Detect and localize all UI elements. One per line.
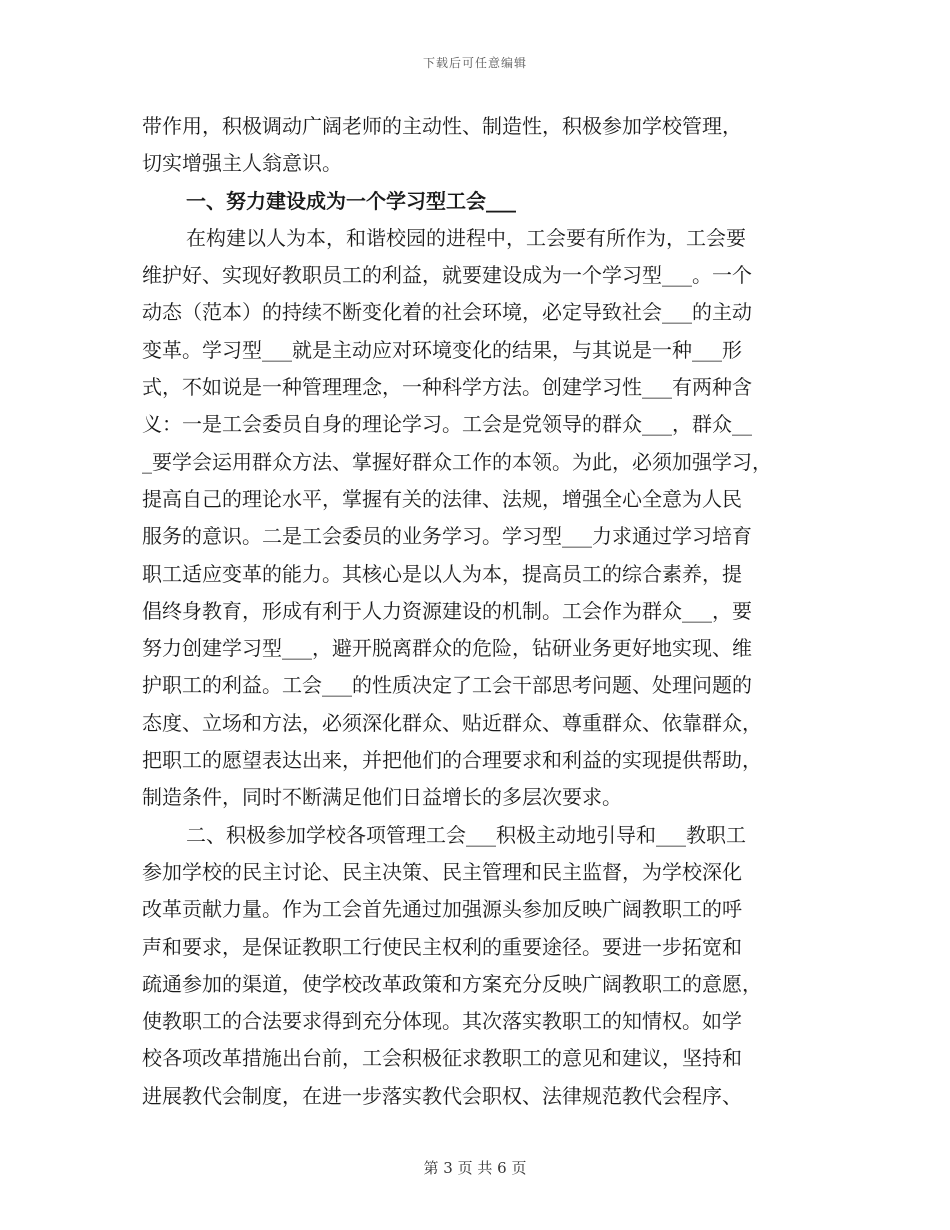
text-line: 变革。学习型___就是主动应对环境变化的结果，与其说是一种___形	[142, 337, 742, 362]
text-line: 倡终身教育，形成有利于人力资源建设的机制。工会作为群众___，要	[142, 598, 752, 623]
text-line: 参加学校的民主讨论、民主决策、民主管理和民主监督，为学校深化	[142, 859, 742, 884]
text-line: 职工适应变革的能力。其核心是以人为本，提高员工的综合素养，提	[142, 561, 742, 586]
text-line: 进展教代会制度，在进一步落实教代会职权、法律规范教代会程序、	[142, 1083, 742, 1108]
paragraph-first-line: 在构建以人为本，和谐校园的进程中，工会要有所作为，工会要	[186, 225, 746, 250]
text-line: 提高自己的理论水平，掌握有关的法律、法规，增强全心全意为人民	[142, 486, 742, 511]
text-line: 态度、立场和方法，必须深化群众、贴近群众、尊重群众、依靠群众，	[142, 710, 762, 735]
text-line: 带作用，积极调动广阔老师的主动性、制造性，积极参加学校管理，	[142, 114, 742, 138]
text-line: 把职工的愿望表达出来，并把他们的合理要求和利益的实现提供帮助，	[142, 748, 762, 773]
text-line: 校各项改革措施出台前，工会积极征求教职工的意见和建议，坚持和	[142, 1046, 742, 1071]
text-line: 维护好、实现好教职员工的利益，就要建设成为一个学习型___。一个	[142, 263, 752, 288]
text-line: 切实增强主人翁意识。	[142, 151, 342, 176]
text-line: _要学会运用群众方法、掌握好群众工作的本领。为此，必须加强学习，	[142, 449, 772, 474]
text-line: 义：一是工会委员自身的理论学习。工会是党领导的群众___，群众__	[142, 412, 752, 437]
text-line: 努力创建学习型___，避开脱离群众的危险，钻研业务更好地实现、维	[142, 636, 752, 661]
text-line: 服务的意识。二是工会委员的业务学习。学习型___力求通过学习培育	[142, 524, 752, 549]
text-line: 制造条件，同时不断满足他们日益增长的多层次要求。	[142, 785, 622, 810]
page-header: 下载后可任意编辑	[422, 56, 527, 70]
text-line: 使教职工的合法要求得到充分体现。其次落实教职工的知情权。如学	[142, 1009, 742, 1034]
text-line: 动态（范本）的持续不断变化着的社会环境，必定导致社会___的主动	[142, 300, 752, 325]
section-heading: 一、努力建设成为一个学习型工会___	[186, 188, 516, 213]
text-line: 疏通参加的渠道，使学校改革政策和方案充分反映广阔教职工的意愿，	[142, 971, 762, 996]
paragraph-first-line: 二、积极参加学校各项管理工会___积极主动地引导和___教职工	[186, 822, 746, 847]
page-number: 第 3 页 共 6 页	[423, 1159, 527, 1177]
document-body	[142, 108, 814, 1115]
text-line: 式，不如说是一种管理理念，一种科学方法。创建学习性___有两种含	[142, 375, 752, 400]
text-line: 声和要求，是保证教职工行使民主权利的重要途径。要进一步拓宽和	[142, 934, 742, 959]
text-line: 护职工的利益。工会___的性质决定了工会干部思考问题、处理问题的	[142, 673, 752, 698]
text-line: 改革贡献力量。作为工会首先通过加强源头参加反映广阔教职工的呼	[142, 897, 742, 922]
